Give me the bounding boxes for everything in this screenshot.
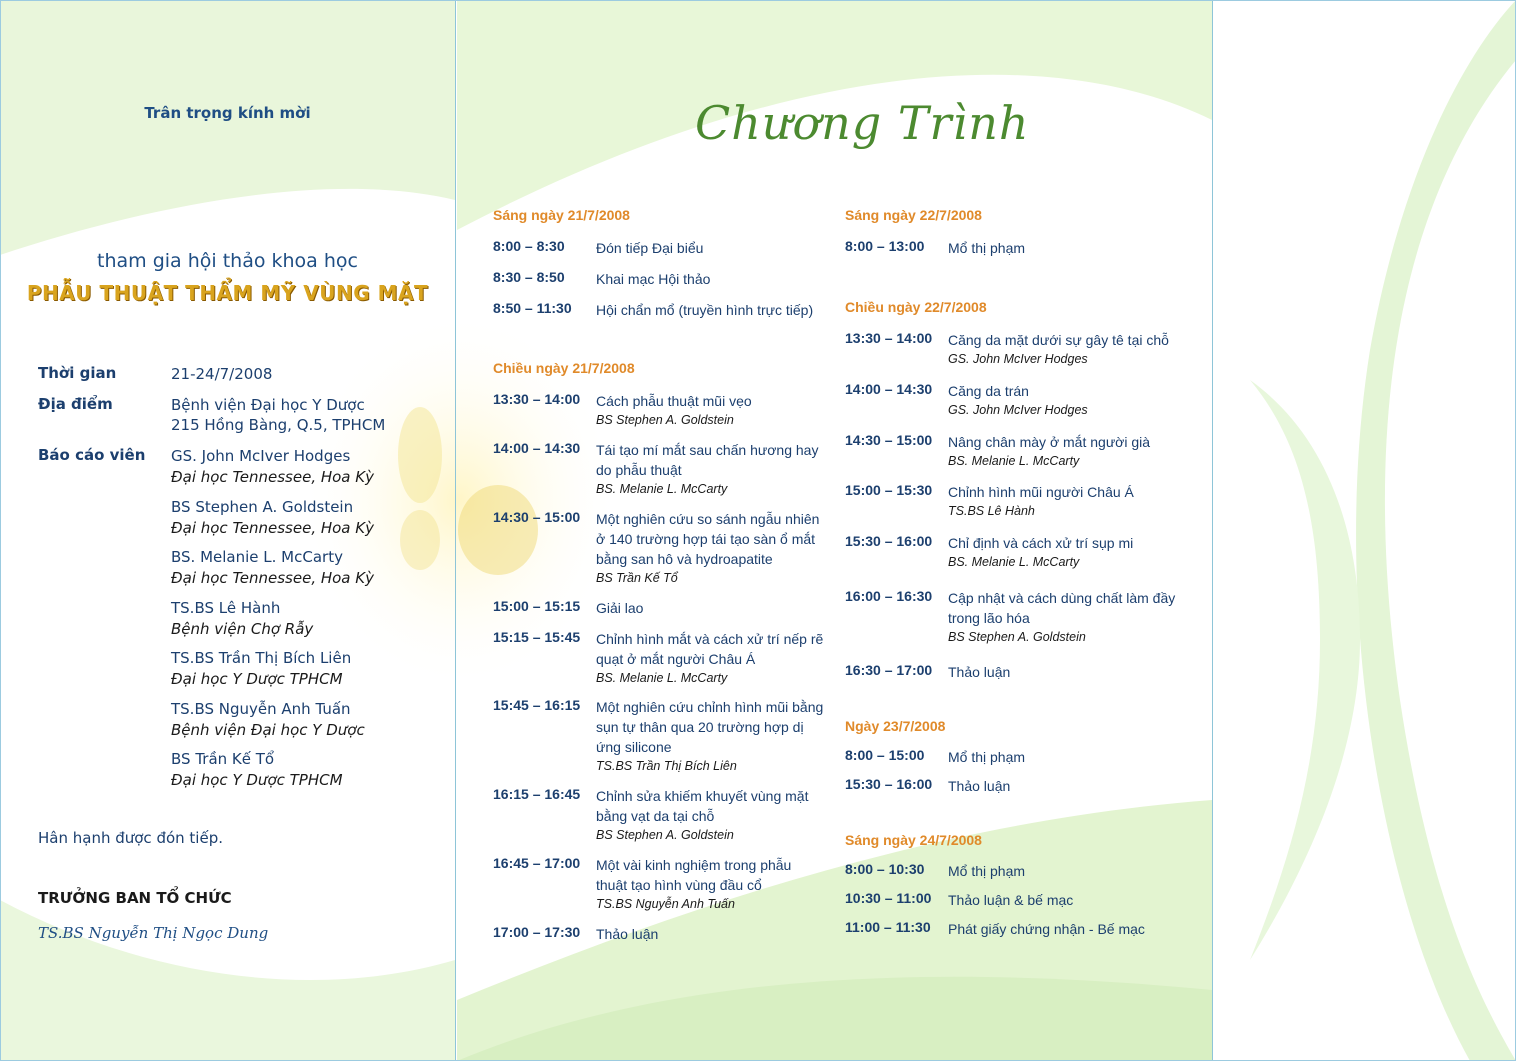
- item-description: [596, 598, 826, 618]
- event-subtitle: tham gia hội thảo khoa học: [97, 250, 358, 272]
- item-description: [948, 330, 1178, 368]
- item-time: 14:30 – 15:00: [845, 432, 933, 448]
- item-description: [948, 861, 1178, 881]
- speaker-entry: [171, 699, 365, 741]
- item-title: Mổ thị phạm: [948, 749, 1026, 765]
- item-time: 15:00 – 15:30: [845, 482, 933, 498]
- greeting: Trân trọng kính mời: [144, 104, 311, 122]
- item-speaker: GS. John McIver Hodges: [948, 352, 1088, 366]
- item-description: [948, 747, 1178, 767]
- item-description: [596, 269, 826, 289]
- speaker-name: GS. John McIver Hodges: [171, 447, 351, 465]
- speaker-entry: [171, 648, 351, 690]
- speaker-affiliation: Đại học Tennessee, Hoa Kỳ: [171, 569, 374, 587]
- speaker-affiliation: Đại học Y Dược TPHCM: [171, 670, 343, 688]
- item-title: Tái tạo mí mắt sau chấn hương hay do phẫu thuật: [596, 442, 819, 478]
- item-title: Một nghiên cứu so sánh ngẫu nhiên ở 140 trường hợp tái tạo sàn ổ mắt bằng san hô và hydroapatite: [596, 511, 820, 567]
- item-title: Chỉnh hình mắt và cách xử trí nếp rẽ quạt ở mắt người Châu Á: [596, 631, 824, 667]
- item-time: 8:00 – 13:00: [845, 238, 925, 254]
- item-title: Chỉnh hình mũi người Châu Á: [948, 484, 1134, 500]
- item-speaker: BS. Melanie L. McCarty: [596, 482, 728, 496]
- item-description: [948, 776, 1178, 796]
- item-description: [596, 391, 826, 429]
- item-title: Đón tiếp Đại biểu: [596, 240, 704, 256]
- item-speaker: TS.BS Trần Thị Bích Liên: [596, 759, 737, 773]
- item-time: 15:00 – 15:15: [493, 598, 581, 614]
- item-description: [596, 440, 826, 498]
- speakers-label: Báo cáo viên: [38, 446, 146, 464]
- item-title: Thảo luận: [948, 664, 1011, 680]
- item-description: [596, 786, 826, 844]
- speaker-name: TS.BS Nguyễn Anh Tuấn: [171, 700, 351, 718]
- item-description: [948, 662, 1178, 682]
- item-description: [596, 509, 826, 587]
- item-speaker: BS. Melanie L. McCarty: [596, 671, 728, 685]
- item-speaker: BS Stephen A. Goldstein: [596, 828, 734, 842]
- item-title: Thảo luận: [948, 778, 1011, 794]
- item-time: 16:45 – 17:00: [493, 855, 581, 871]
- speaker-affiliation: Đại học Tennessee, Hoa Kỳ: [171, 468, 374, 486]
- item-description: [948, 432, 1178, 470]
- item-title: Mổ thị phạm: [948, 863, 1026, 879]
- item-description: [948, 588, 1178, 646]
- speaker-affiliation: Bệnh viện Đại học Y Dược: [171, 721, 365, 739]
- organizer-title: TRƯỞNG BAN TỔ CHỨC: [38, 889, 232, 907]
- speaker-name: BS. Melanie L. McCarty: [171, 548, 343, 566]
- item-description: [596, 238, 826, 258]
- venue-label: Địa điểm: [38, 395, 113, 413]
- speaker-affiliation: Đại học Tennessee, Hoa Kỳ: [171, 519, 374, 537]
- speaker-entry: [171, 547, 374, 589]
- item-title: Cập nhật và cách dùng chất làm đầy trong lão hóa: [948, 590, 1176, 626]
- item-description: [596, 629, 826, 687]
- event-title: PHẪU THUẬT THẨM MỸ VÙNG MẶT: [26, 281, 429, 305]
- item-description: [948, 919, 1178, 939]
- item-time: 10:30 – 11:00: [845, 890, 932, 906]
- item-time: 8:00 – 8:30: [493, 238, 565, 254]
- item-time: 8:00 – 10:30: [845, 861, 925, 877]
- item-time: 15:30 – 16:00: [845, 776, 933, 792]
- welcome-text: Hân hạnh được đón tiếp.: [38, 829, 223, 847]
- item-title: Thảo luận & bế mạc: [948, 892, 1074, 908]
- item-title: Giải lao: [596, 600, 644, 616]
- item-speaker: BS Trần Kế Tổ: [596, 571, 678, 585]
- item-time: 15:15 – 15:45: [493, 629, 581, 645]
- speaker-entry: [171, 749, 343, 791]
- invitation-panel: [0, 0, 455, 1061]
- item-title: Chỉnh sửa khiếm khuyết vùng mặt bằng vạt da tại chỗ: [596, 788, 809, 824]
- session-heading: Ngày 23/7/2008: [845, 718, 946, 734]
- item-title: Một vài kinh nghiệm trong phẫu thuật tạo hình vùng đầu cổ: [596, 857, 792, 893]
- organizer-signature: TS.BS Nguyễn Thị Ngọc Dung: [38, 924, 269, 942]
- item-speaker: GS. John McIver Hodges: [948, 403, 1088, 417]
- item-time: 13:30 – 14:00: [845, 330, 933, 346]
- item-title: Căng da trán: [948, 383, 1029, 399]
- speaker-affiliation: Bệnh viện Chợ Rẫy: [171, 620, 314, 638]
- item-speaker: BS Stephen A. Goldstein: [948, 630, 1086, 644]
- speaker-affiliation: Đại học Y Dược TPHCM: [171, 771, 343, 789]
- item-description: [948, 890, 1178, 910]
- speaker-name: BS Trần Kế Tổ: [171, 750, 275, 768]
- venue-line1: Bệnh viện Đại học Y Dược: [171, 396, 365, 414]
- time-value: 21-24/7/2008: [171, 365, 273, 383]
- item-time: 17:00 – 17:30: [493, 924, 581, 940]
- venue-line2: 215 Hồng Bàng, Q.5, TPHCM: [171, 416, 386, 434]
- item-time: 11:00 – 11:30: [845, 919, 931, 935]
- item-title: Thảo luận: [596, 926, 659, 942]
- item-time: 8:00 – 15:00: [845, 747, 925, 763]
- item-description: [596, 855, 826, 913]
- speaker-entry: [171, 497, 374, 539]
- item-time: 16:15 – 16:45: [493, 786, 581, 802]
- session-heading: Chiều ngày 21/7/2008: [493, 360, 635, 376]
- item-time: 14:30 – 15:00: [493, 509, 581, 525]
- item-time: 16:00 – 16:30: [845, 588, 933, 604]
- item-description: [948, 482, 1178, 520]
- item-title: Khai mạc Hội thảo: [596, 271, 711, 287]
- speaker-entry: [171, 446, 374, 488]
- item-title: Mổ thị phạm: [948, 240, 1026, 256]
- session-heading: Sáng ngày 22/7/2008: [845, 207, 982, 223]
- item-description: [948, 238, 1178, 258]
- program-panel: [457, 0, 1212, 1061]
- speaker-name: TS.BS Trần Thị Bích Liên: [171, 649, 352, 667]
- item-time: 16:30 – 17:00: [845, 662, 933, 678]
- item-speaker: TS.BS Lê Hành: [948, 504, 1035, 518]
- item-time: 13:30 – 14:00: [493, 391, 581, 407]
- item-time: 15:45 – 16:15: [493, 697, 581, 713]
- session-heading: Chiều ngày 22/7/2008: [845, 299, 987, 315]
- item-time: 15:30 – 16:00: [845, 533, 933, 549]
- item-time: 8:30 – 8:50: [493, 269, 565, 285]
- item-title: Phát giấy chứng nhận - Bế mạc: [948, 921, 1145, 937]
- item-description: [596, 924, 826, 944]
- item-title: Một nghiên cứu chỉnh hình mũi bằng sụn tự thân qua 20 trường hợp dị ứng silicone: [596, 699, 824, 755]
- speaker-entry: [171, 598, 313, 640]
- item-description: [948, 533, 1178, 571]
- item-title: Nâng chân mày ở mắt người già: [948, 434, 1151, 450]
- item-description: [596, 697, 826, 775]
- item-speaker: BS. Melanie L. McCarty: [948, 555, 1080, 569]
- item-title: Căng da mặt dưới sự gây tê tại chỗ: [948, 332, 1169, 348]
- speaker-name: BS Stephen A. Goldstein: [171, 498, 354, 516]
- item-description: [948, 381, 1178, 419]
- item-speaker: TS.BS Nguyễn Anh Tuấn: [596, 897, 735, 911]
- speaker-name: TS.BS Lê Hành: [171, 599, 281, 617]
- item-speaker: BS. Melanie L. McCarty: [948, 454, 1080, 468]
- session-heading: Sáng ngày 24/7/2008: [845, 832, 982, 848]
- item-title: Hội chẩn mổ (truyền hình trực tiếp): [596, 302, 814, 318]
- session-heading: Sáng ngày 21/7/2008: [493, 207, 630, 223]
- item-speaker: BS Stephen A. Goldstein: [596, 413, 734, 427]
- item-title: Cách phẫu thuật mũi vẹo: [596, 393, 752, 409]
- item-title: Chỉ định và cách xử trí sụp mi: [948, 535, 1134, 551]
- program-title: Chương Trình: [695, 96, 1030, 150]
- item-time: 14:00 – 14:30: [493, 440, 581, 456]
- time-label: Thời gian: [38, 364, 117, 382]
- item-time: 8:50 – 11:30: [493, 300, 572, 316]
- item-description: [596, 300, 826, 320]
- item-time: 14:00 – 14:30: [845, 381, 933, 397]
